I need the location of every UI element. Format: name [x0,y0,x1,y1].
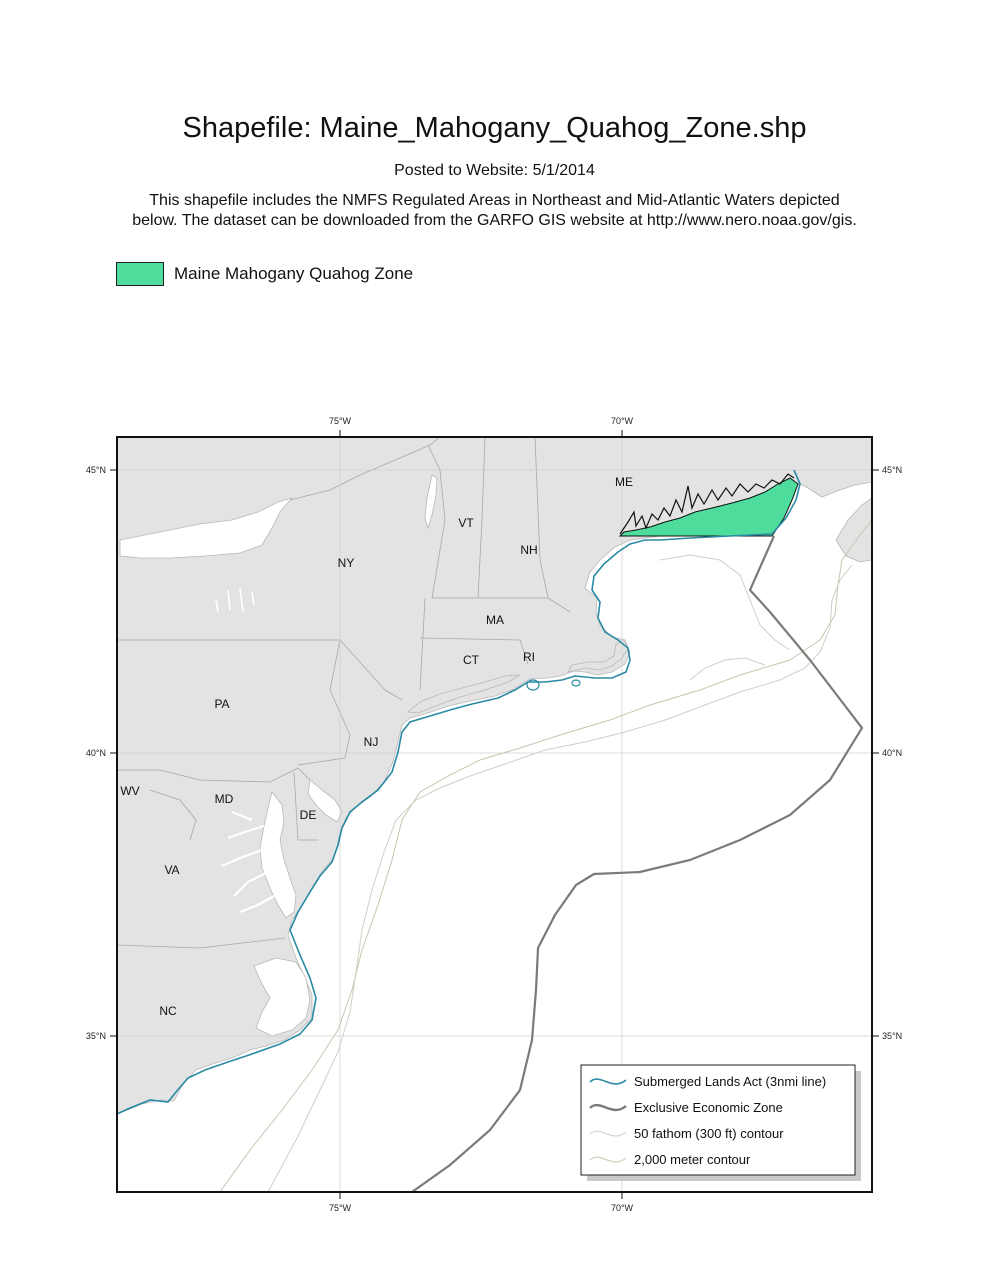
tick-lon-top-70: 70°W [610,416,634,426]
legend-eez-label: Exclusive Economic Zone [634,1100,783,1115]
state-label-nh: NH [520,543,538,557]
legend-fathom-label: 50 fathom (300 ft) contour [634,1126,784,1141]
state-label-nj: NJ [363,735,379,749]
tick-lon-top-75: 75°W [328,416,352,426]
top-legend-label: Maine Mahogany Quahog Zone [174,264,414,283]
tick-lat-right-35: 35°N [882,1031,903,1041]
state-label-ri: RI [523,650,535,664]
tick-lat-left-45: 45°N [85,465,106,475]
legend-meter-label: 2,000 meter contour [634,1152,751,1167]
state-label-ny: NY [337,556,355,570]
state-label-pa: PA [214,697,230,711]
state-label-nc: NC [159,1004,177,1018]
tick-lon-bottom-70: 70°W [610,1203,634,1213]
tick-lat-right-45: 45°N [882,465,903,475]
state-label-me: ME [615,475,633,489]
state-label-ma: MA [486,613,504,627]
state-label-ct: CT [463,653,479,667]
tick-lat-left-40: 40°N [85,748,106,758]
state-label-md: MD [214,792,234,806]
page-title: Shapefile: Maine_Mahogany_Quahog_Zone.shp [182,112,807,144]
tick-lat-right-40: 40°N [882,748,903,758]
state-label-de: DE [299,808,317,822]
posted-date: Posted to Website: 5/1/2014 [394,162,595,179]
state-label-vt: VT [458,516,474,530]
description-line-2: below. The dataset can be downloaded from the GARFO GIS website at http://www.nero.noaa.gov/gis. [132,212,857,229]
map-legend [581,1065,861,1181]
state-label-va: VA [164,863,180,877]
tick-lat-left-35: 35°N [85,1031,106,1041]
tick-lon-bottom-75: 75°W [328,1203,352,1213]
state-label-wv: WV [120,784,140,798]
description-line-1: This shapefile includes the NMFS Regulated Areas in Northeast and Mid-Atlantic Waters depicted [149,192,840,209]
legend-submerged-label: Submerged Lands Act (3nmi line) [634,1074,827,1089]
